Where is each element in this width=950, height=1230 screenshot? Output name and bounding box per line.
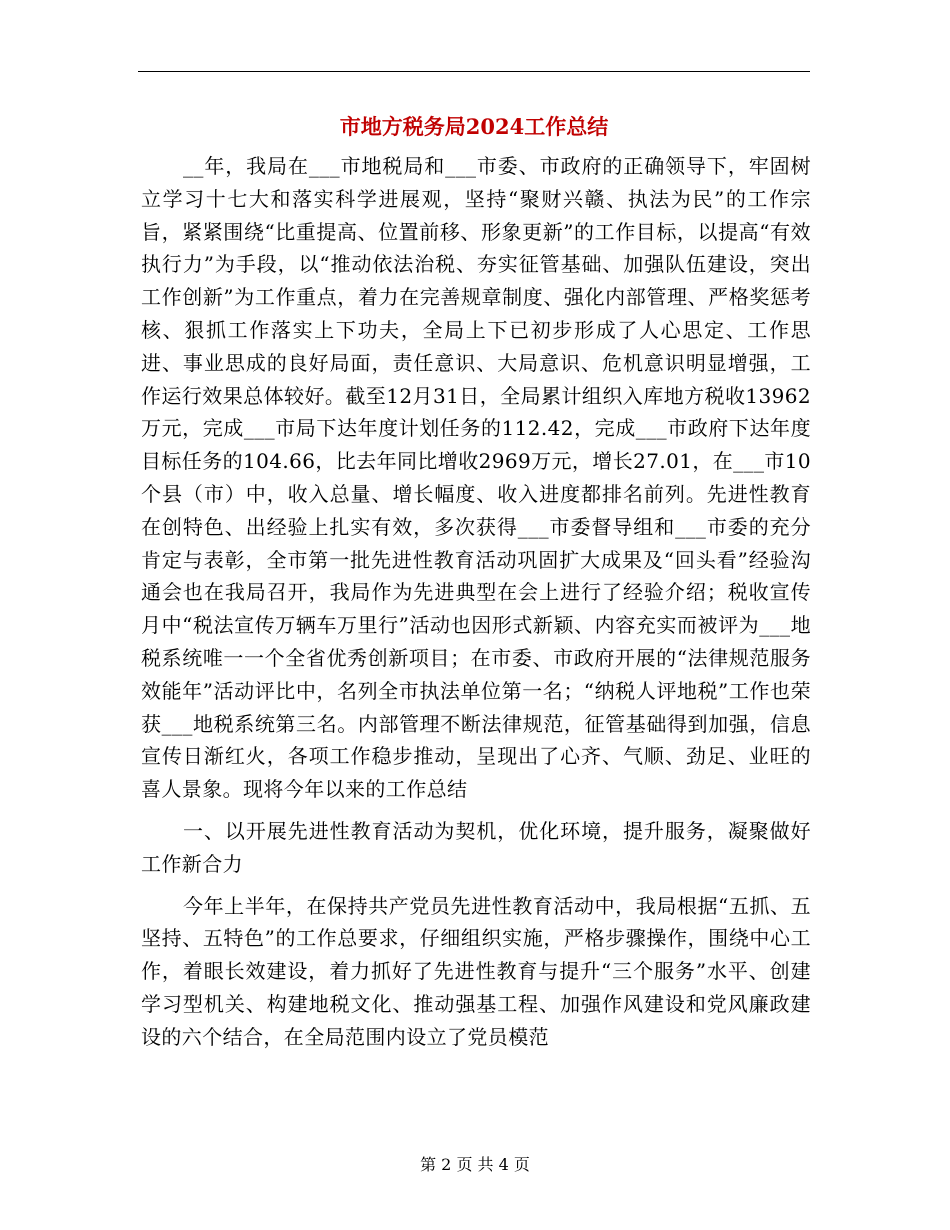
document-title: 市地方税务局2024工作总结 xyxy=(339,114,609,139)
document-body xyxy=(141,150,811,1063)
paragraph-section-1: 今年上半年，在保持共产党员先进性教育活动中，我局根据“五抓、五坚持、五特色”的工作总要求，仔细组织实施，严格步骤操作，围绕中心工作，着眼长效建设，着力抓好了先进性教育与提升“三个服务”水平、创建学习型机关、构建地税文化、推动强基工程、加强作风建设和党风廉政建设的六个结合，在全局范围内设立了党员模范 xyxy=(141,893,811,1049)
paragraph-intro: __年，我局在___市地税局和___市委、市政府的正确领导下，牢固树立学习十七大和落实科学进展观，坚持“聚财兴赣、执法为民”的工作宗旨，紧紧围绕“比重提高、位置前移、形象更新”的工作目标，以提高“有效执行力”为手段，以“推动依法治税、夯实征管基础、加强队伍建设，突出工作创新”为工作重点，着力在完善规章制度、强化内部管理、严格奖惩考核、狠抓工作落实上下功夫，全局上下已初步形成了人心思定、工作思进、事业思成的良好局面，责任意识、大局意识、危机意识明显增强，工作运行效果总体较好。截至12月31日，全局累计组织入库地方税收13962万元，完成___市局下达年度计划任务的112.42，完成___市政府下达年度目标任务的104.66，比去年同比增收2969万元，增长27.01，在___市10个县（市）中，收入总量、增长幅度、收入进度都排名前列。先进性教育在创特色、出经验上扎实有效，多次获得___市委督导组和___市委的充分肯定与表彰，全市第一批先进性教育活动巩固扩大成果及“回头看”经验沟通会也在我局召开，我局作为先进典型在会上进行了经验介绍；税收宣传月中“税法宣传万辆车万里行”活动也因形式新颖、内容充实而被评为___地税系统唯一一个全省优秀创新项目；在市委、市政府开展的“法律规范服务效能年”活动评比中，名列全市执法单位第一名；“纳税人评地税”工作也荣获___地税系统第三名。内部管理不断法律规范，征管基础得到加强，信息宣传日渐红火，各项工作稳步推动，呈现出了心齐、气顺、劲足、业旺的喜人景象。现将今年以来的工作总结 xyxy=(141,154,811,802)
header-rule xyxy=(138,71,810,72)
page-number-footer: 第 2 页 共 4 页 xyxy=(420,1155,530,1174)
section-heading-1: 一、以开展先进性教育活动为契机，优化环境，提升服务，凝聚做好工作新合力 xyxy=(141,818,811,876)
